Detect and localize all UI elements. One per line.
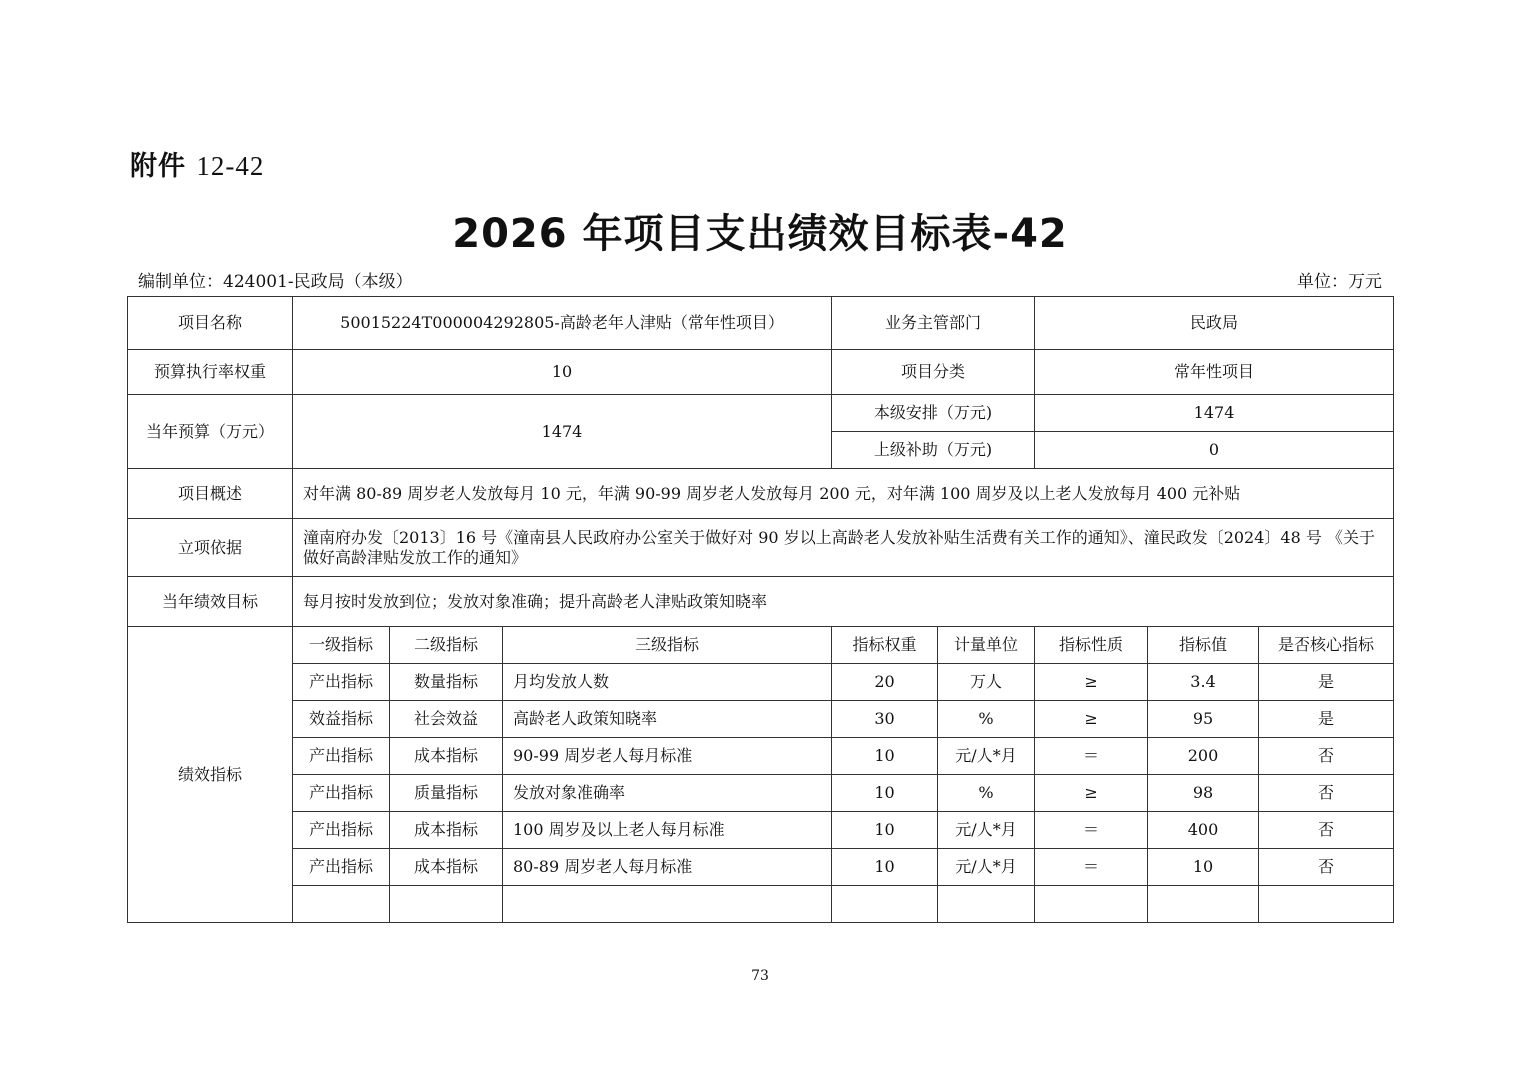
value-cell: 95 bbox=[1148, 701, 1259, 738]
core-cell: 否 bbox=[1259, 775, 1394, 812]
overview-value: 对年满 80-89 周岁老人发放每月 10 元，年满 90-99 周岁老人发放每月 200 元，对年满 100 周岁及以上老人发放每月 400 元补贴 bbox=[293, 469, 1394, 519]
level1-cell: 产出指标 bbox=[293, 849, 390, 886]
value-cell: 200 bbox=[1148, 738, 1259, 775]
level3-cell: 高龄老人政策知晓率 bbox=[503, 701, 832, 738]
level1-cell: 效益指标 bbox=[293, 701, 390, 738]
project-name-value: 50015224T000004292805-高龄老年人津贴（常年性项目） bbox=[293, 297, 832, 350]
level1-cell: 产出指标 bbox=[293, 775, 390, 812]
weight-cell: 10 bbox=[832, 738, 938, 775]
empty-cell bbox=[503, 886, 832, 923]
level1-cell: 产出指标 bbox=[293, 664, 390, 701]
performance-table bbox=[127, 296, 1394, 923]
header-level2: 二级指标 bbox=[390, 627, 503, 664]
weight-cell: 20 bbox=[832, 664, 938, 701]
empty-cell bbox=[1259, 886, 1394, 923]
nature-cell: ＝ bbox=[1035, 812, 1148, 849]
currency-unit: 单位：万元 bbox=[1297, 272, 1382, 292]
core-cell: 是 bbox=[1259, 701, 1394, 738]
unit-cell: % bbox=[938, 775, 1035, 812]
unit-cell: 万人 bbox=[938, 664, 1035, 701]
unit-cell: 元/人*月 bbox=[938, 849, 1035, 886]
row-weight bbox=[128, 350, 1394, 395]
weight-cell: 10 bbox=[832, 849, 938, 886]
weight-cell: 30 bbox=[832, 701, 938, 738]
value-cell: 400 bbox=[1148, 812, 1259, 849]
empty-cell bbox=[1148, 886, 1259, 923]
empty-cell bbox=[390, 886, 503, 923]
row-project-name bbox=[128, 297, 1394, 350]
level2-cell: 数量指标 bbox=[390, 664, 503, 701]
attachment-label bbox=[130, 144, 264, 183]
level3-cell: 100 周岁及以上老人每月标准 bbox=[503, 812, 832, 849]
row-goal bbox=[128, 577, 1394, 627]
dept-value: 民政局 bbox=[1035, 297, 1394, 350]
table-row bbox=[128, 664, 1394, 701]
subsidy-value: 0 bbox=[1035, 432, 1394, 469]
level2-cell: 成本指标 bbox=[390, 849, 503, 886]
basis-value: 潼南府办发〔2013〕16 号《潼南县人民政府办公室关于做好对 90 岁以上高龄老人发放补贴生活费有关工作的通知》、潼民政发〔2024〕48 号 《关于做好高龄津贴发放工作的通知》 bbox=[293, 519, 1394, 577]
category-value: 常年性项目 bbox=[1035, 350, 1394, 395]
value-cell: 98 bbox=[1148, 775, 1259, 812]
nature-cell: ＝ bbox=[1035, 738, 1148, 775]
unit-cell: 元/人*月 bbox=[938, 812, 1035, 849]
empty-cell bbox=[832, 886, 938, 923]
level3-cell: 发放对象准确率 bbox=[503, 775, 832, 812]
header-nature: 指标性质 bbox=[1035, 627, 1148, 664]
weight-cell: 10 bbox=[832, 775, 938, 812]
nature-cell: ≥ bbox=[1035, 664, 1148, 701]
row-basis bbox=[128, 519, 1394, 577]
table-row bbox=[128, 701, 1394, 738]
category-label: 项目分类 bbox=[832, 350, 1035, 395]
empty-cell bbox=[1035, 886, 1148, 923]
level3-cell: 80-89 周岁老人每月标准 bbox=[503, 849, 832, 886]
core-cell: 是 bbox=[1259, 664, 1394, 701]
header-core: 是否核心指标 bbox=[1259, 627, 1394, 664]
nature-cell: ≥ bbox=[1035, 775, 1148, 812]
header-value: 指标值 bbox=[1148, 627, 1259, 664]
empty-cell bbox=[293, 886, 390, 923]
table-row bbox=[128, 849, 1394, 886]
table-row bbox=[128, 738, 1394, 775]
row-overview bbox=[128, 469, 1394, 519]
local-label: 本级安排（万元) bbox=[832, 395, 1035, 432]
level1-cell: 产出指标 bbox=[293, 738, 390, 775]
level1-cell: 产出指标 bbox=[293, 812, 390, 849]
core-cell: 否 bbox=[1259, 849, 1394, 886]
dept-label: 业务主管部门 bbox=[832, 297, 1035, 350]
attachment-label-text: 附件 bbox=[130, 151, 186, 182]
weight-cell: 10 bbox=[832, 812, 938, 849]
header-weight: 指标权重 bbox=[832, 627, 938, 664]
level2-cell: 成本指标 bbox=[390, 738, 503, 775]
level3-cell: 月均发放人数 bbox=[503, 664, 832, 701]
unit-cell: % bbox=[938, 701, 1035, 738]
empty-row bbox=[128, 886, 1394, 923]
level2-cell: 质量指标 bbox=[390, 775, 503, 812]
value-cell: 3.4 bbox=[1148, 664, 1259, 701]
page-number: 73 bbox=[751, 968, 769, 984]
page-title: 2026 年项目支出绩效目标表-42 bbox=[452, 211, 1068, 257]
indicators-section-label: 绩效指标 bbox=[128, 627, 293, 923]
table-row bbox=[128, 775, 1394, 812]
compiling-unit: 编制单位：424001-民政局（本级） bbox=[138, 272, 413, 292]
core-cell: 否 bbox=[1259, 738, 1394, 775]
header-unit: 计量单位 bbox=[938, 627, 1035, 664]
unit-cell: 元/人*月 bbox=[938, 738, 1035, 775]
table-row bbox=[128, 812, 1394, 849]
level3-cell: 90-99 周岁老人每月标准 bbox=[503, 738, 832, 775]
header-level3: 三级指标 bbox=[503, 627, 832, 664]
project-name-label: 项目名称 bbox=[128, 297, 293, 350]
budget-value: 1474 bbox=[293, 395, 832, 469]
row-budget-local bbox=[128, 395, 1394, 432]
empty-cell bbox=[938, 886, 1035, 923]
value-cell: 10 bbox=[1148, 849, 1259, 886]
overview-label: 项目概述 bbox=[128, 469, 293, 519]
weight-label: 预算执行率权重 bbox=[128, 350, 293, 395]
goal-value: 每月按时发放到位；发放对象准确；提升高龄老人津贴政策知晓率 bbox=[293, 577, 1394, 627]
goal-label: 当年绩效目标 bbox=[128, 577, 293, 627]
indicator-header-row bbox=[128, 627, 1394, 664]
subsidy-label: 上级补助（万元) bbox=[832, 432, 1035, 469]
weight-value: 10 bbox=[293, 350, 832, 395]
nature-cell: ≥ bbox=[1035, 701, 1148, 738]
basis-label: 立项依据 bbox=[128, 519, 293, 577]
header-level1: 一级指标 bbox=[293, 627, 390, 664]
level2-cell: 社会效益 bbox=[390, 701, 503, 738]
budget-label: 当年预算（万元） bbox=[128, 395, 293, 469]
level2-cell: 成本指标 bbox=[390, 812, 503, 849]
core-cell: 否 bbox=[1259, 812, 1394, 849]
attachment-number: 12-42 bbox=[196, 151, 265, 181]
nature-cell: ＝ bbox=[1035, 849, 1148, 886]
local-value: 1474 bbox=[1035, 395, 1394, 432]
